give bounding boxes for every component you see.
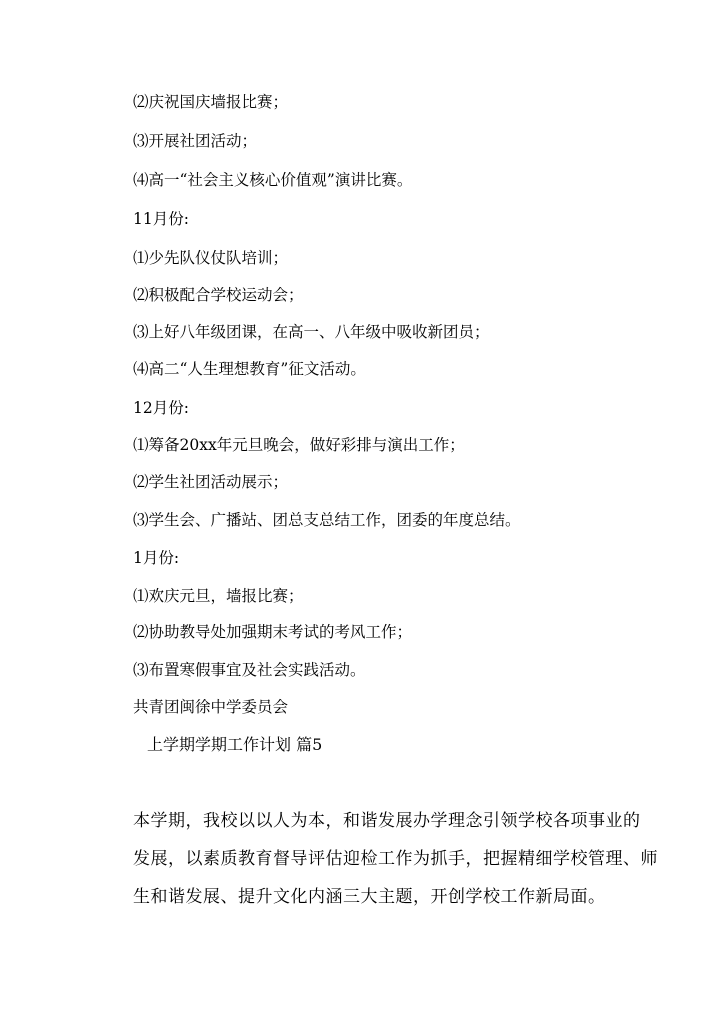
section-title: 上学期学期工作计划 篇5 xyxy=(147,735,323,754)
month-heading: 11月份: xyxy=(133,210,189,228)
text-line: ⑵学生社团活动展示； xyxy=(133,473,289,491)
month-heading: 1月份: xyxy=(133,549,180,567)
text-line: ⑴欢庆元旦，墙报比赛； xyxy=(133,587,304,605)
text-line: ⑵积极配合学校运动会； xyxy=(133,286,304,304)
text-line: ⑶上好八年级团课，在高一、八年级中吸收新团员； xyxy=(133,323,490,341)
paragraph-row: 生和谐发展、提升文化内涵三大主题，开创学校工作新局面。 xyxy=(133,887,606,907)
text-line: ⑷高一“社会主义核心价值观”演讲比赛。 xyxy=(133,171,413,189)
text-line: ⑵协助教导处加强期末考试的考风工作； xyxy=(133,623,413,641)
text-line: ⑶布置寒假事宜及社会实践活动。 xyxy=(133,661,366,679)
text-line: ⑵庆祝国庆墙报比赛； xyxy=(133,93,289,111)
body-paragraph xyxy=(133,802,658,916)
text-line: ⑴少先队仪仗队培训； xyxy=(133,249,289,267)
text-line: ⑴筹备20xx年元旦晚会，做好彩排与演出工作； xyxy=(133,436,465,454)
signature-line: 共青团闽徐中学委员会 xyxy=(133,698,289,716)
text-line: ⑶开展社团活动； xyxy=(133,132,258,150)
paragraph-row: 本学期，我校以以人为本，和谐发展办学理念引领学校各项事业的 xyxy=(133,811,641,831)
text-line: ⑶学生会、广播站、团总支总结工作，团委的年度总结。 xyxy=(133,511,521,529)
text-line: ⑷高二“人生理想教育”征文活动。 xyxy=(133,360,366,378)
paragraph-row: 发展，以素质教育督导评估迎检工作为抓手，把握精细学校管理、师 xyxy=(133,849,658,869)
month-heading: 12月份: xyxy=(133,399,189,417)
